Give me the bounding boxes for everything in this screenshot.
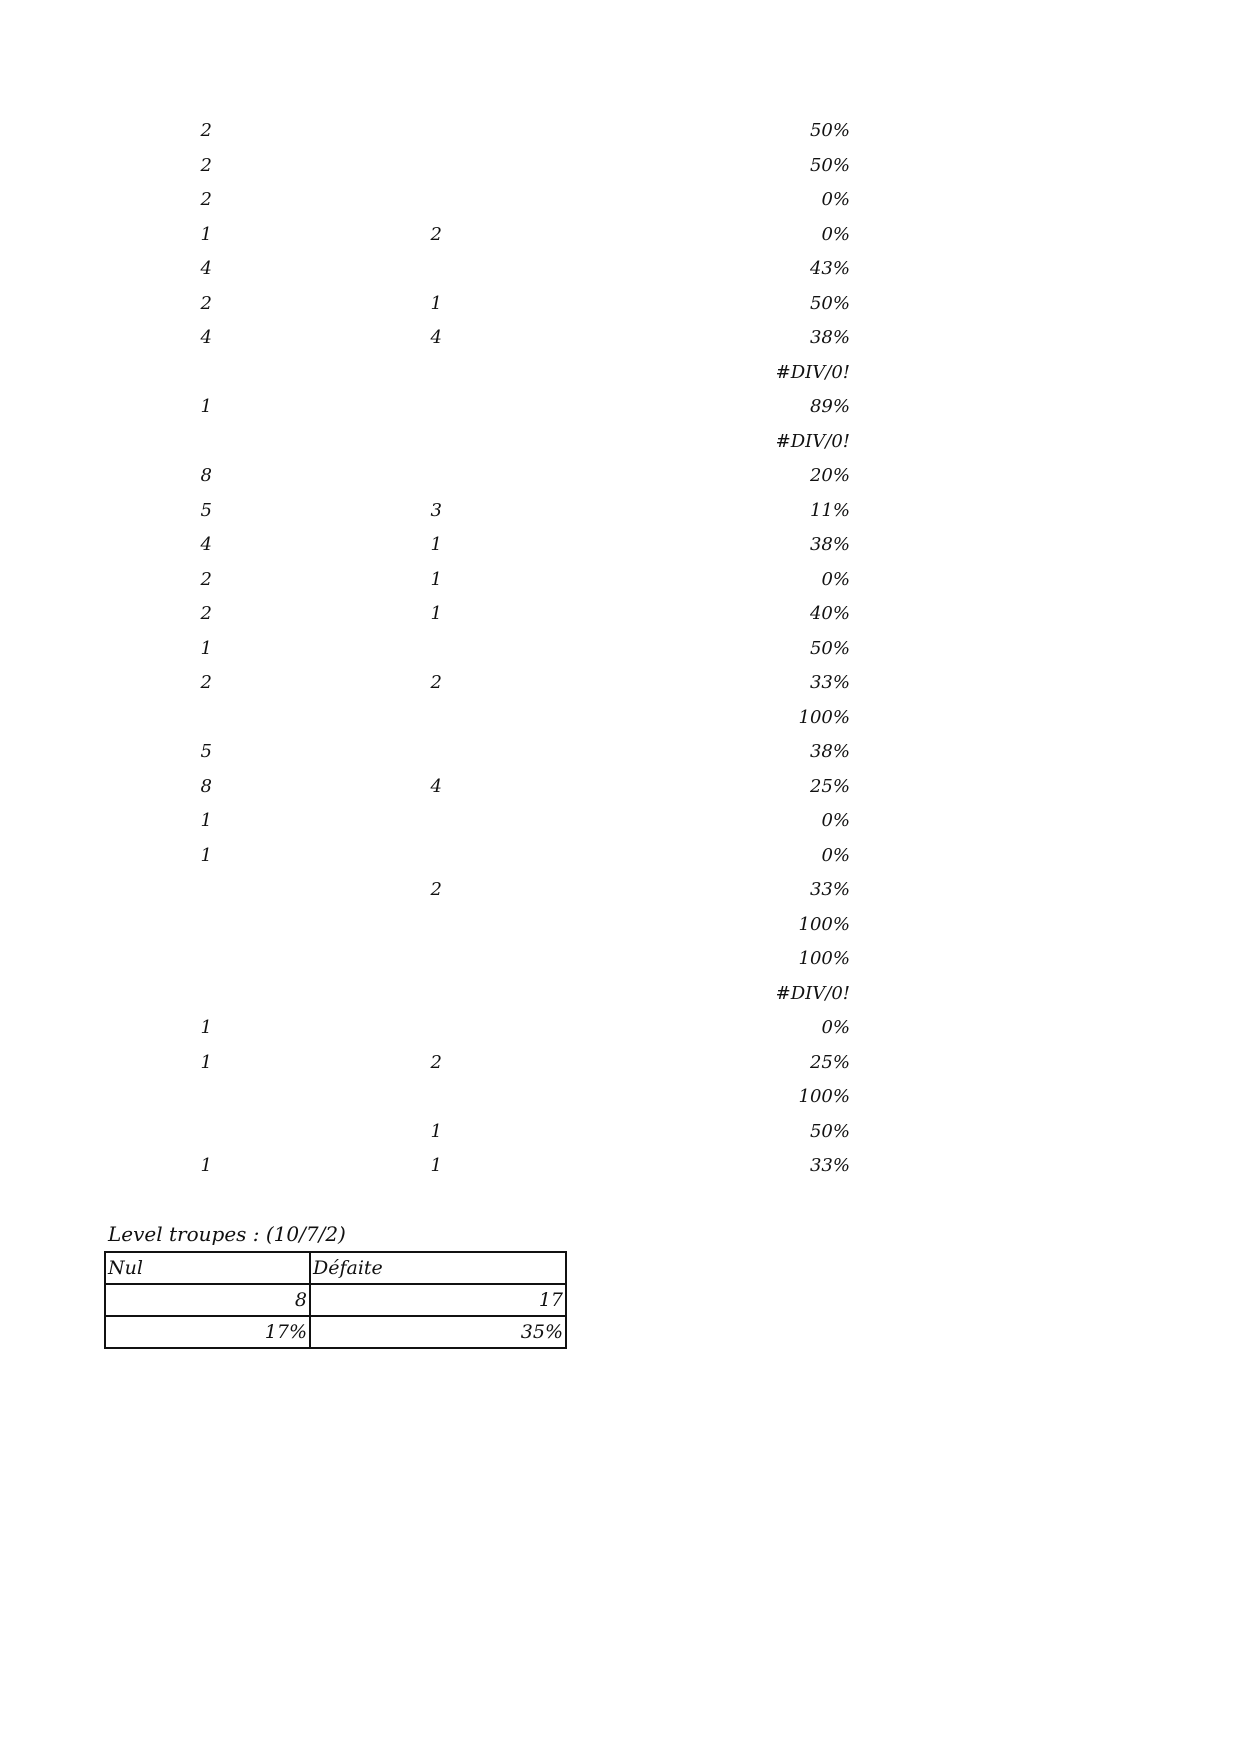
cell-percent: 38% [809,741,850,762]
summary-header-row [105,1252,566,1284]
cell-percent: 38% [809,534,850,555]
cell-count-a: 1 [200,810,212,831]
cell-count-b: 1 [430,1120,442,1142]
table-row [0,356,1241,391]
cell-percent: 33% [809,672,850,693]
cell-percent: 25% [809,775,850,797]
cell-percent: 11% [809,499,850,521]
cell-percent: 0% [821,189,850,210]
cell-count-a: 2 [200,189,212,210]
cell-count-b: 1 [430,603,442,624]
cell-percent: 0% [821,810,850,831]
cell-percent: 100% [798,706,850,728]
cell-count-b: 1 [430,534,442,555]
table-row [0,425,1241,460]
summary-title: Level troupes : (10/7/2) [108,1222,346,1246]
cell-percent: 25% [809,1051,850,1073]
cell-count-a: 1 [200,396,212,417]
cell-percent: 50% [809,292,850,314]
summary-percent-nul: 17% [105,1316,310,1348]
table-row [0,873,1241,908]
cell-count-a: 2 [200,154,212,176]
cell-percent: 0% [821,844,850,866]
cell-count-a: 1 [200,1155,212,1176]
cell-count-b: 2 [430,1051,442,1073]
cell-count-a: 1 [200,844,212,866]
cell-count-b: 2 [430,879,442,900]
table-row [0,666,1241,701]
cell-count-a: 8 [200,465,212,486]
table-row [0,494,1241,529]
cell-percent: 0% [821,1017,850,1038]
table-row [0,218,1241,253]
cell-percent: 50% [809,1120,850,1142]
cell-count-b: 4 [430,775,442,797]
cell-count-b: 2 [430,223,442,245]
cell-count-b: 4 [430,327,442,348]
table-row [0,1149,1241,1184]
cell-count-a: 8 [200,775,212,797]
cell-count-a: 5 [200,741,212,762]
cell-count-b: 3 [430,499,442,521]
table-row [0,287,1241,322]
cell-count-a: 4 [200,327,212,348]
cell-count-a: 2 [200,292,212,314]
cell-percent: 20% [809,465,850,486]
table-row [0,563,1241,598]
table-row [0,632,1241,667]
cell-count-a: 1 [200,223,212,245]
table-row [0,252,1241,287]
cell-percent: 38% [809,327,850,348]
cell-count-a: 2 [200,568,212,590]
table-row [0,1080,1241,1115]
cell-percent: 100% [798,948,850,969]
cell-percent: 0% [821,568,850,590]
cell-percent: #DIV/0! [775,361,850,383]
summary-header-nul: Nul [105,1252,310,1284]
table-row [0,597,1241,632]
cell-count-b: 2 [430,672,442,693]
table-row [0,1115,1241,1150]
table-row [0,804,1241,839]
cell-count-b: 1 [430,1155,442,1176]
cell-percent: 50% [809,637,850,659]
table-row [0,908,1241,943]
cell-percent: 89% [809,396,850,417]
cell-count-a: 1 [200,637,212,659]
table-row [0,390,1241,425]
cell-percent: 50% [809,154,850,176]
summary-count-row [105,1284,566,1316]
summary-table [104,1251,567,1349]
cell-count-a: 5 [200,499,212,521]
cell-count-a: 2 [200,120,212,141]
cell-percent: 0% [821,223,850,245]
summary-count-nul: 8 [105,1284,310,1316]
cell-percent: #DIV/0! [775,430,850,452]
cell-percent: 43% [809,258,850,279]
cell-percent: 100% [798,913,850,935]
table-row [0,321,1241,356]
summary-count-defaite: 17 [310,1284,566,1316]
cell-count-b: 1 [430,292,442,314]
table-row [0,770,1241,805]
cell-percent: 50% [809,120,850,141]
table-row [0,701,1241,736]
cell-percent: 33% [809,879,850,900]
cell-percent: 100% [798,1086,850,1107]
cell-count-a: 2 [200,603,212,624]
cell-count-a: 1 [200,1051,212,1073]
cell-count-a: 4 [200,534,212,555]
table-row [0,1046,1241,1081]
table-row [0,977,1241,1012]
table-row [0,942,1241,977]
cell-count-a: 1 [200,1017,212,1038]
cell-percent: 33% [809,1155,850,1176]
table-row [0,459,1241,494]
summary-percent-defaite: 35% [310,1316,566,1348]
cell-percent: 40% [809,603,850,624]
table-row [0,183,1241,218]
cell-count-a: 4 [200,258,212,279]
table-row [0,114,1241,149]
data-rows [0,114,1241,1184]
cell-count-b: 1 [430,568,442,590]
table-row [0,735,1241,770]
summary-header-defaite: Défaite [310,1252,566,1284]
summary-percent-row [105,1316,566,1348]
table-row [0,149,1241,184]
table-row [0,1011,1241,1046]
table-row [0,839,1241,874]
table-row [0,528,1241,563]
cell-percent: #DIV/0! [775,982,850,1004]
cell-count-a: 2 [200,672,212,693]
